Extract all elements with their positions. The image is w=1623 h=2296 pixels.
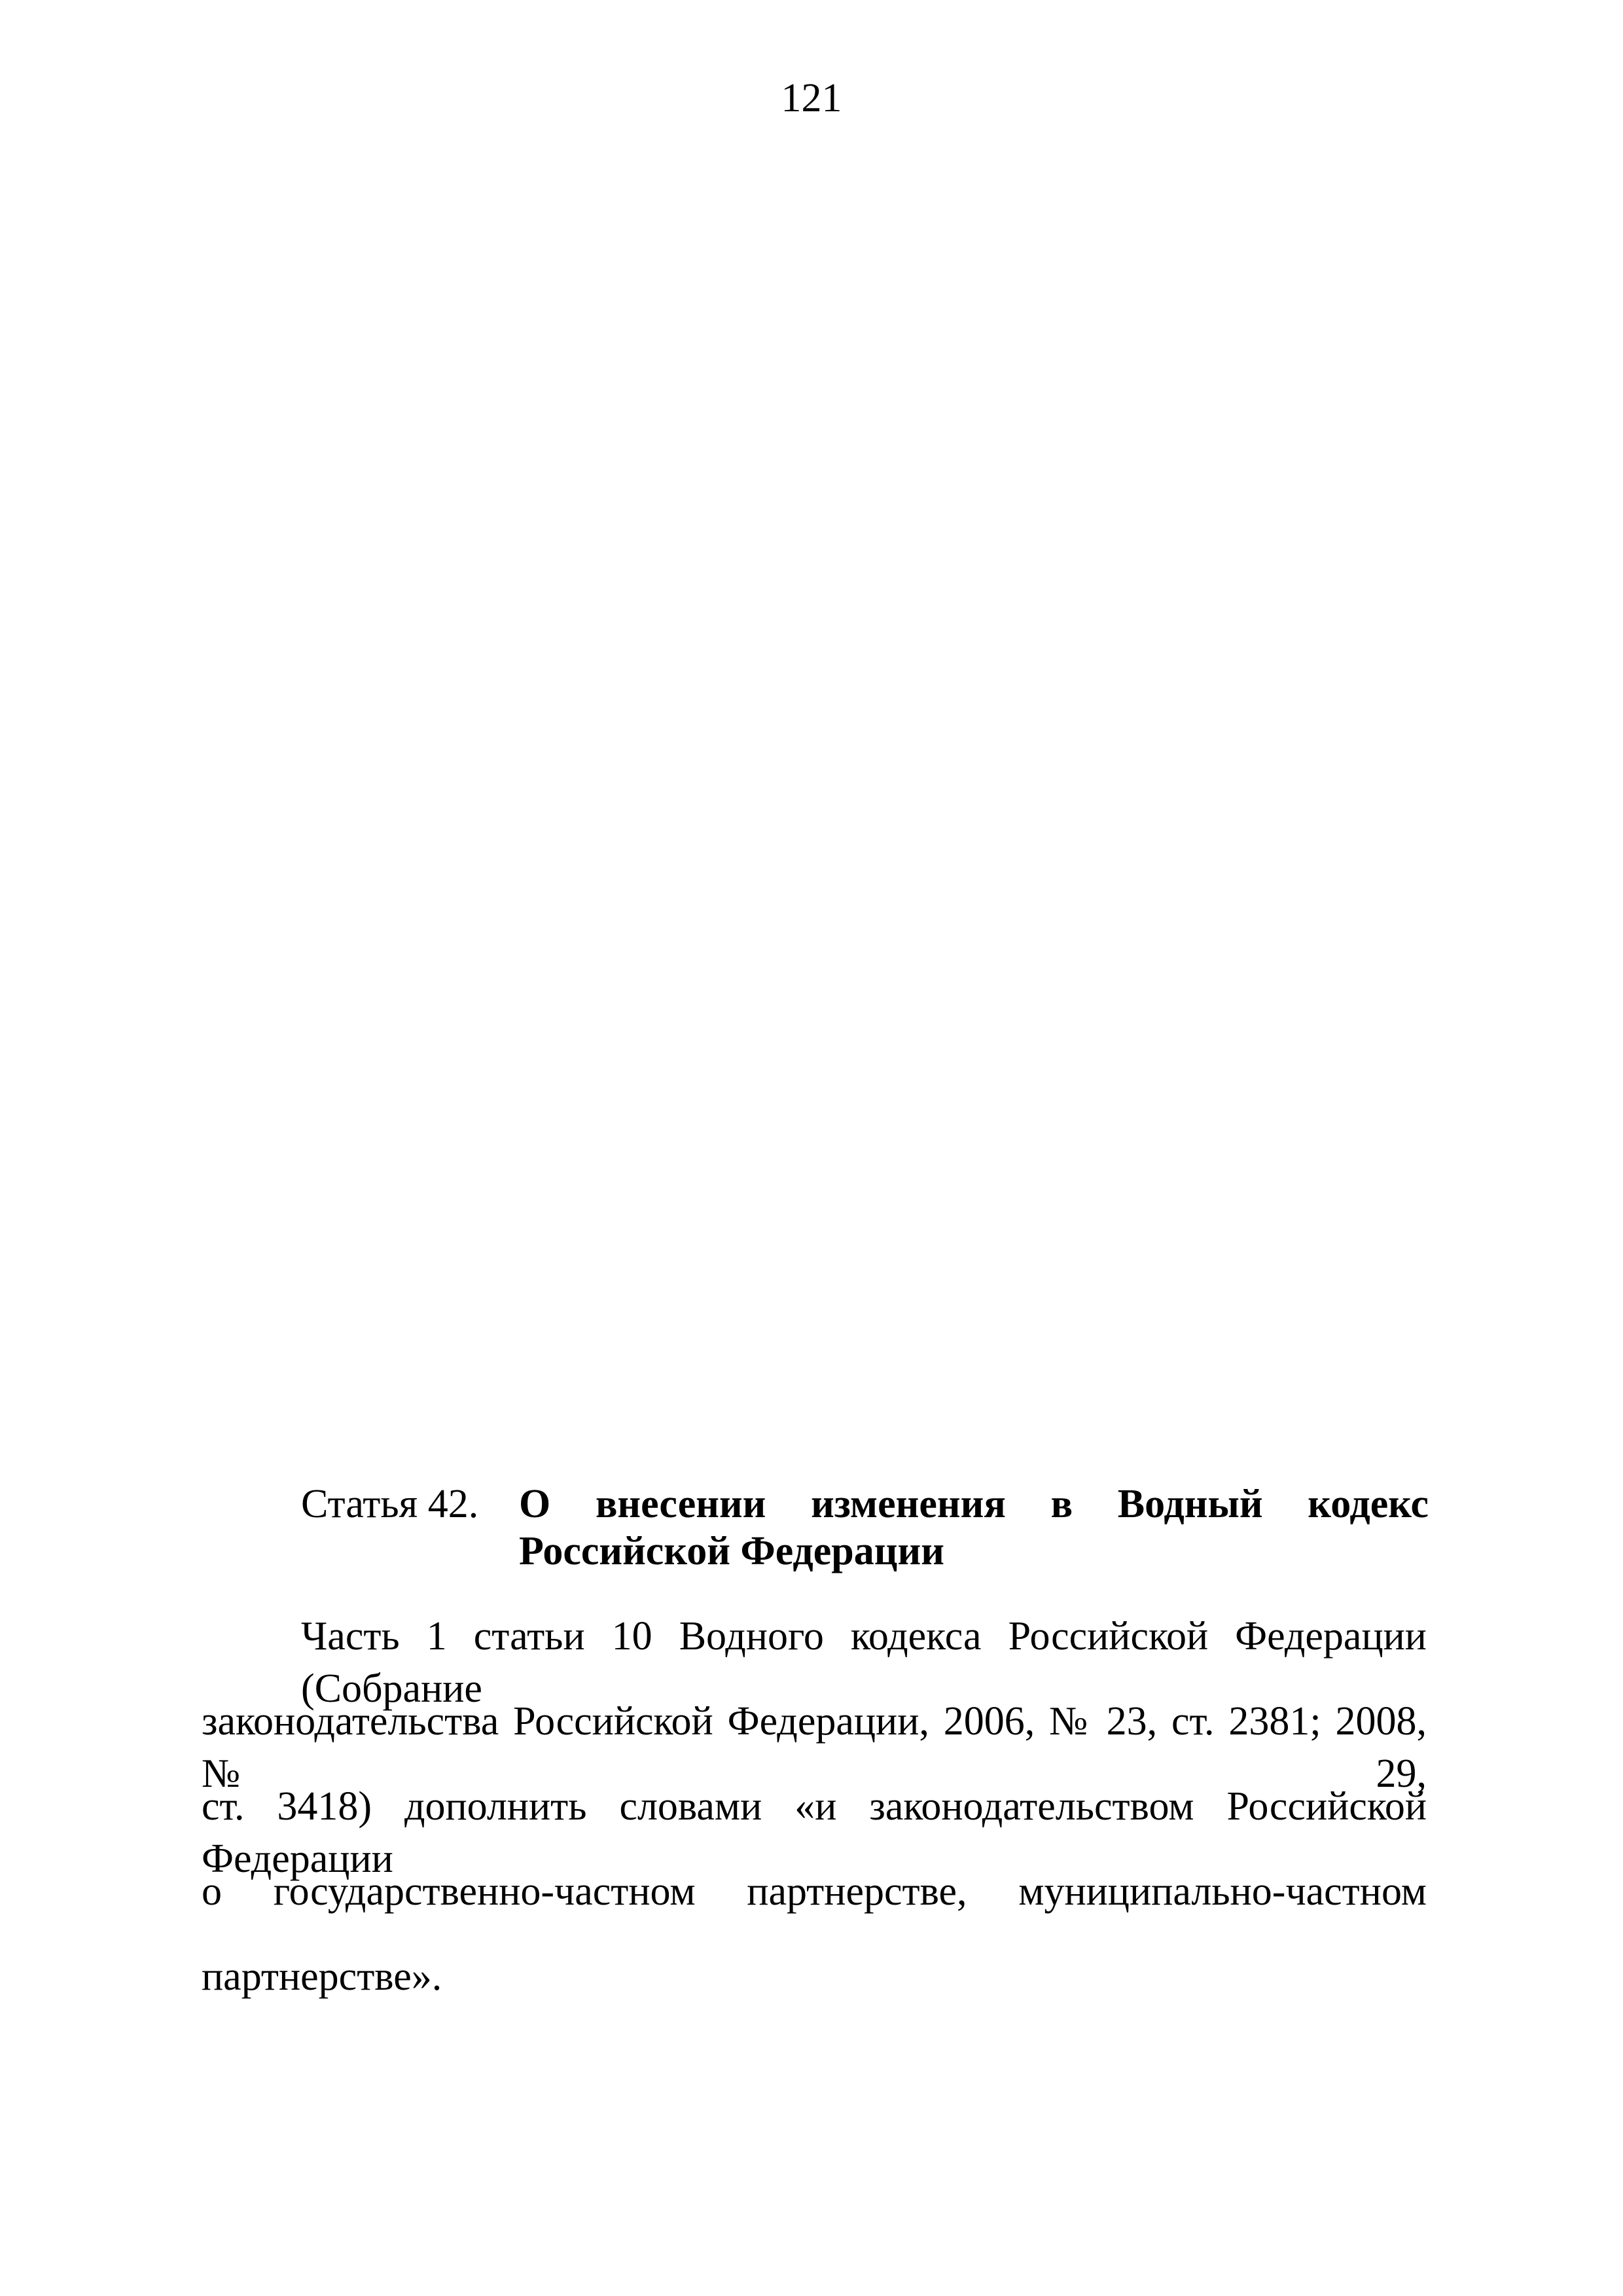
article-label: Статья 42. — [301, 1482, 479, 1526]
body-line-1: Часть 1 статьи 10 Водного кодекса Российской Федерации (Собрание — [301, 1614, 1427, 1711]
body-line-4: о государственно-частном партнерстве, муниципально-частном — [202, 1869, 1427, 1914]
page-number: 121 — [781, 76, 842, 120]
article-title: О внесении изменения в Водный кодекс Российской Федерации — [519, 1482, 1429, 1573]
body-line-3: ст. 3418) дополнить словами «и законодательством Российской Федерации — [202, 1784, 1427, 1881]
body-line-2: законодательства Российской Федерации, 2006, № 23, ст. 2381; 2008, № 29, — [202, 1699, 1427, 1796]
body-line-5: партнерстве». — [202, 1954, 442, 1999]
